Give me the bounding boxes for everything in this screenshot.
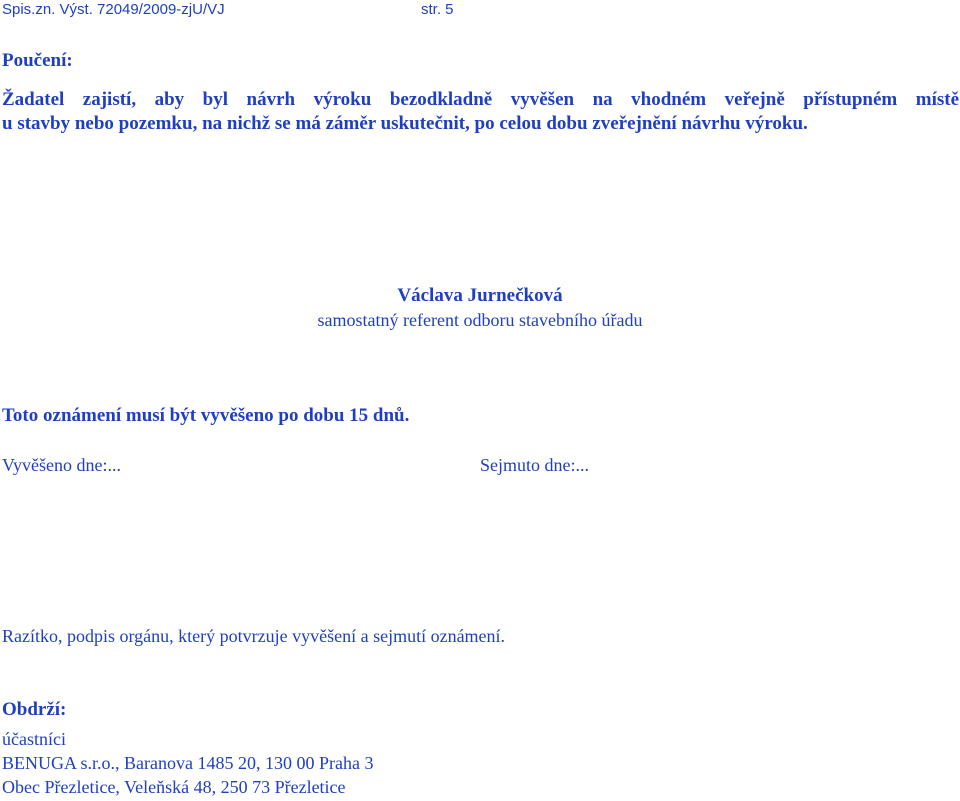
posted-date-field: Vyvěšeno dne:... [2,455,121,475]
stamp-signature-note: Razítko, podpis orgánu, který potvrzuje vyvěšení a sejmutí oznámení. [2,626,506,646]
reference-number: Spis.zn. Výst. 72049/2009-zjU/VJ [2,1,225,18]
instruction-line-2: u stavby nebo pozemku, na nichž se má záměr uskutečnit, po celou dobu zveřejnění návrhu výroku. [2,113,808,134]
page-number: str. 5 [421,1,454,18]
recipient-entry: BENUGA s.r.o., Baranova 1485 20, 130 00 Praha 3 [2,753,374,773]
instruction-title: Poučení: [2,50,73,71]
posting-notice: Toto oznámení musí být vyvěšeno po dobu 15 dnů. [2,405,410,426]
recipients-title: Obdrží: [2,699,67,720]
instruction-paragraph [2,88,959,136]
signatory-role: samostatný referent odboru stavebního úřadu [317,310,643,330]
instruction-line-1: Žadatel zajistí, aby byl návrh výroku bezodkladně vyvěšen na vhodném veřejně přístupném místě [2,89,959,110]
removed-date-field: Sejmuto dne:... [480,455,589,475]
recipients-group: účastníci [2,729,66,749]
recipient-entry: Obec Přezletice, Veleňská 48, 250 73 Přezletice [2,777,346,797]
signatory-name: Václava Jurnečková [397,285,563,306]
